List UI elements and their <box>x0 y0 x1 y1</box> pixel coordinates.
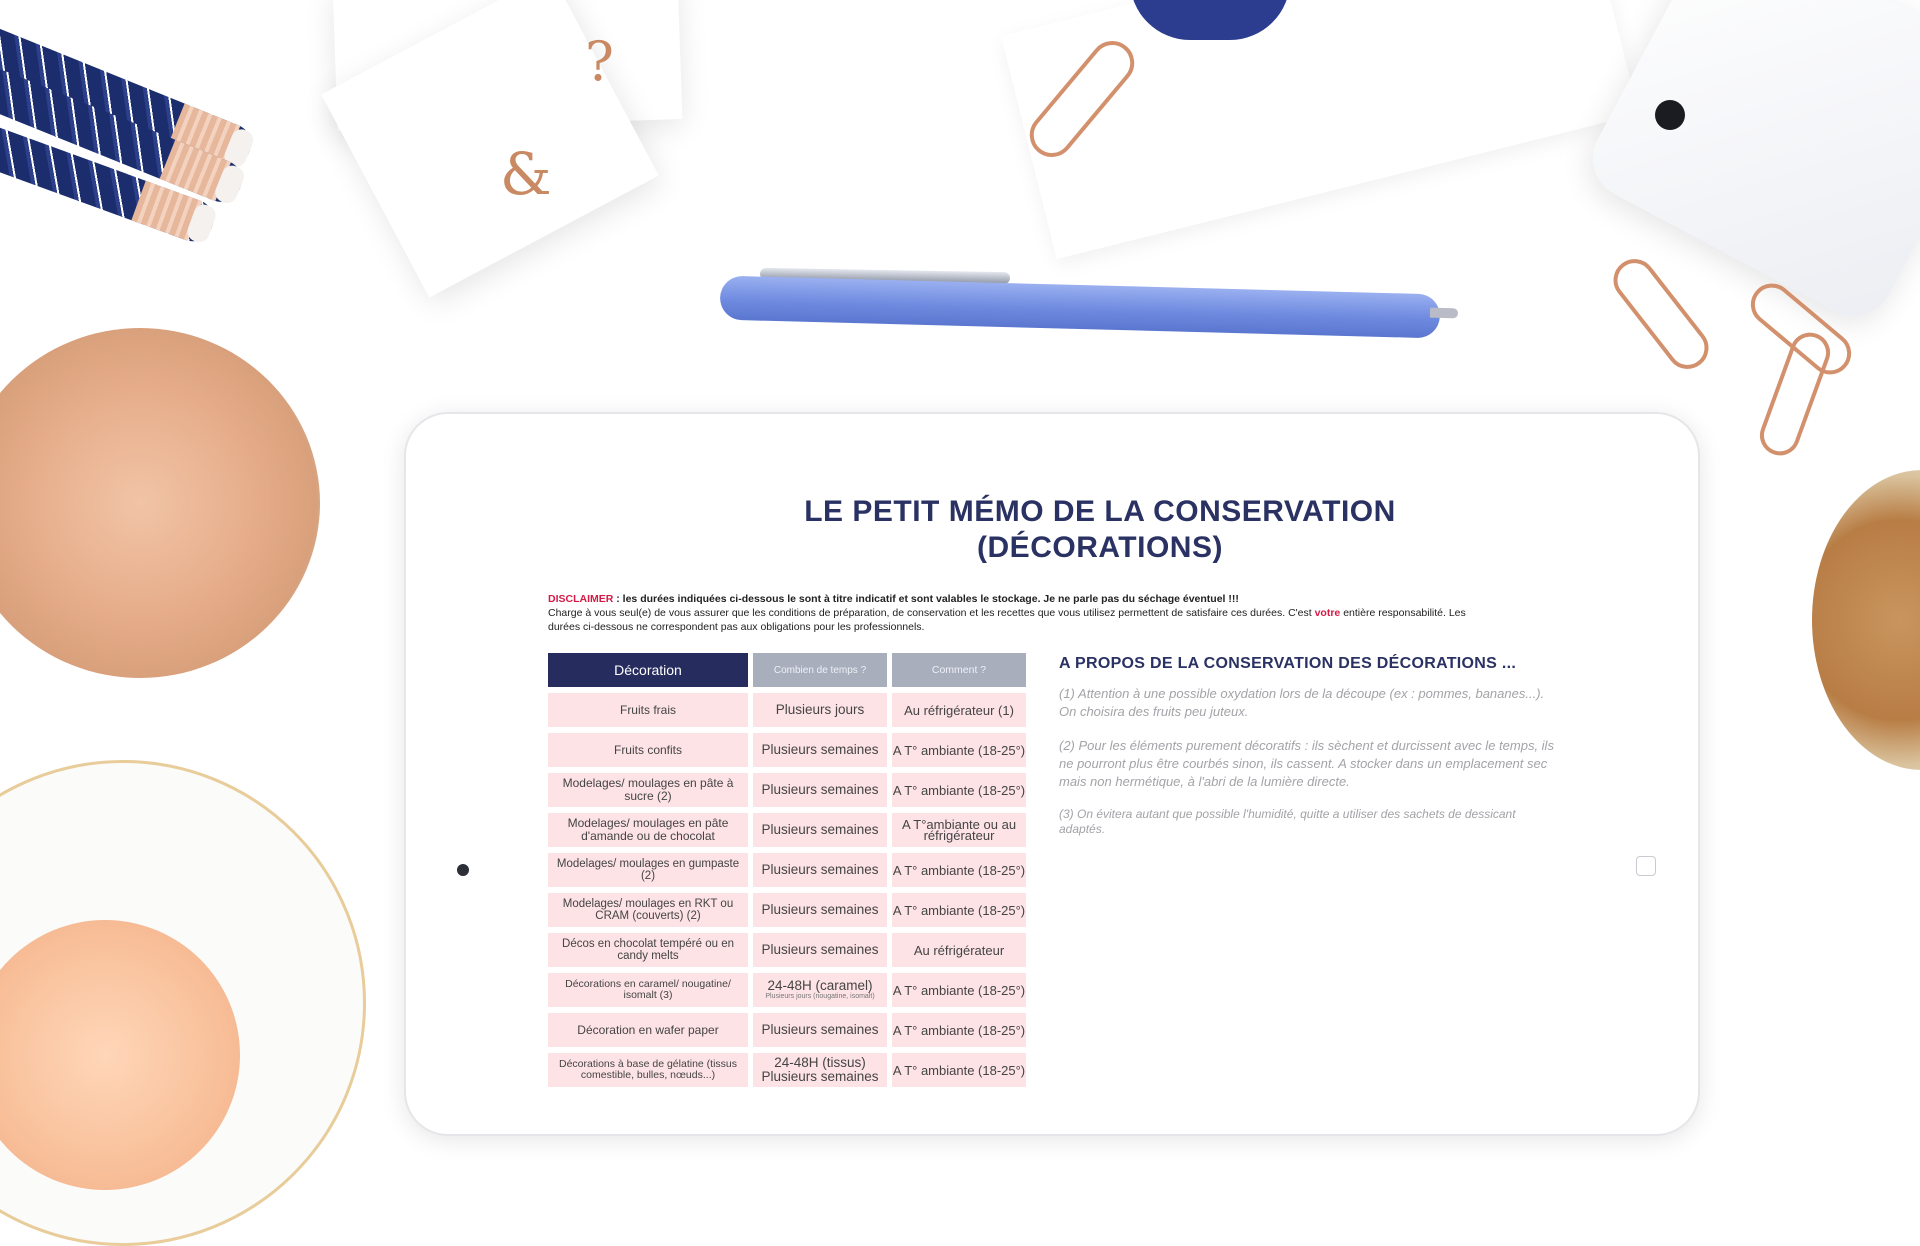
disclaimer-text-before: Charge à vous seul(e) de vous assurer que les conditions de préparation, de conservation et les recettes que vous utilisez permettent de satisfaire ces durées. C'est <box>548 607 1315 619</box>
cell-method: A T° ambiante (18-25°) <box>892 733 1026 767</box>
cell-duration: Plusieurs semaines <box>753 933 887 967</box>
conservation-table <box>548 653 1028 1087</box>
tablet-home-button[interactable] <box>1636 856 1656 876</box>
table-row <box>548 973 1028 1007</box>
page-title <box>700 494 1500 566</box>
table-row <box>548 813 1028 847</box>
table-row <box>548 893 1028 927</box>
about-note-1: (1) Attention à une possible oxydation lors de la découpe (ex : pommes, bananes...). On choisira des fruits peu juteux. <box>1059 686 1545 719</box>
cell-decoration: Modelages/ moulages en gumpaste (2) <box>548 853 748 887</box>
cell-duration: Plusieurs jours <box>753 693 887 727</box>
cell-decoration: Fruits confits <box>548 733 748 767</box>
cell-decoration: Décorations à base de gélatine (tissus comestible, bulles, nœuds...) <box>548 1053 748 1087</box>
cell-duration-sub: Plusieurs jours (nougatine, isomalt) <box>765 993 875 1000</box>
about-heading: A PROPOS DE LA CONSERVATION DES DÉCORATIONS ... <box>1059 655 1517 672</box>
cell-duration: Plusieurs semaines <box>753 773 887 807</box>
cell-method: A T° ambiante (18-25°) <box>892 1013 1026 1047</box>
page-title-line-1: LE PETIT MÉMO DE LA CONSERVATION <box>804 495 1396 528</box>
about-section <box>1059 655 1559 853</box>
cell-decoration: Modelages/ moulages en pâte à sucre (2) <box>548 773 748 807</box>
clothespin-bowl <box>0 328 320 678</box>
about-note-3: (3) On évitera autant que possible l'humidité, quitte a utiliser des sachets de dessicant adaptés. <box>1059 807 1516 836</box>
disclaimer-text-after: entière responsabilité. Les durées ci-dessous ne correspondent pas aux obligations pour les professionnels. <box>548 607 1466 633</box>
decorative-paper-sheet <box>1001 0 1639 259</box>
cell-method: A T° ambiante (18-25°) <box>892 973 1026 1007</box>
cell-duration: Plusieurs semaines <box>753 813 887 847</box>
cell-decoration: Décoration en wafer paper <box>548 1013 748 1047</box>
header-decoration: Décoration <box>548 653 748 687</box>
disclaimer-highlight: votre <box>1314 607 1341 619</box>
cell-method: Au réfrigérateur <box>892 933 1026 967</box>
phone-camera-icon <box>1655 100 1685 130</box>
cell-method: A T° ambiante (18-25°) <box>892 893 1026 927</box>
cell-duration-main: 24-48H (tissus) <box>774 1055 866 1070</box>
cell-method: A T° ambiante (18-25°) <box>892 1053 1026 1087</box>
ampersand-glyph-icon: & <box>500 140 552 208</box>
table-header <box>548 653 1028 687</box>
paperclip-icon <box>1605 251 1717 378</box>
cell-decoration: Modelages/ moulages en pâte d'amande ou de chocolat <box>548 813 748 847</box>
cell-decoration: Décorations en caramel/ nougatine/ isomalt (3) <box>548 973 748 1007</box>
question-glyph-icon: ? <box>585 30 614 93</box>
cell-method: Au réfrigérateur (1) <box>892 693 1026 727</box>
cell-duration-main: 24-48H (caramel) <box>767 978 873 993</box>
cell-decoration: Décos en chocolat tempéré ou en candy melts <box>548 933 748 967</box>
disclaimer-label: DISCLAIMER <box>548 593 614 605</box>
cell-method: A T° ambiante (18-25°) <box>892 853 1026 887</box>
disclaimer <box>548 592 1498 634</box>
cell-duration: Plusieurs semaines <box>753 1013 887 1047</box>
table-row <box>548 733 1028 767</box>
cell-duration: Plusieurs semaines <box>753 853 887 887</box>
tablet-camera-icon <box>457 864 469 876</box>
cell-decoration: Modelages/ moulages en RKT ou CRAM (couverts) (2) <box>548 893 748 927</box>
table-row <box>548 1013 1028 1047</box>
table-row <box>548 933 1028 967</box>
about-note-2: (2) Pour les éléments purement décoratifs : ils sèchent et durcissent avec le temps, ils ne pourront plus être courbés sinon, ils cassent. A stocker dans un emplacement sec mais non hermétique, à l'abri de la lumière directe. <box>1059 738 1554 789</box>
cell-duration <box>753 973 887 1007</box>
table-row <box>548 773 1028 807</box>
paperclip-bowl <box>1812 470 1920 770</box>
cell-duration-sub: Plusieurs semaines <box>761 1069 879 1084</box>
table-row <box>548 1053 1028 1087</box>
page-title-line-2: (DÉCORATIONS) <box>977 531 1223 564</box>
header-method: Comment ? <box>892 653 1026 687</box>
cell-duration: Plusieurs semaines <box>753 733 887 767</box>
cell-decoration: Fruits frais <box>548 693 748 727</box>
paperclip-icon <box>1754 327 1835 461</box>
pen-icon <box>720 276 1441 339</box>
cell-duration: Plusieurs semaines <box>753 893 887 927</box>
pen-tip <box>1430 308 1458 319</box>
table-row <box>548 693 1028 727</box>
cell-method: A T°ambiante ou au réfrigérateur <box>892 813 1026 847</box>
table-row <box>548 853 1028 887</box>
disclaimer-bold-text: : les durées indiquées ci-dessous le sont à titre indicatif et sont valables le stockage. Je ne parle pas du séchage éventuel !!! <box>613 593 1239 605</box>
cell-method: A T° ambiante (18-25°) <box>892 773 1026 807</box>
cell-duration <box>753 1053 887 1087</box>
header-duration: Combien de temps ? <box>753 653 887 687</box>
